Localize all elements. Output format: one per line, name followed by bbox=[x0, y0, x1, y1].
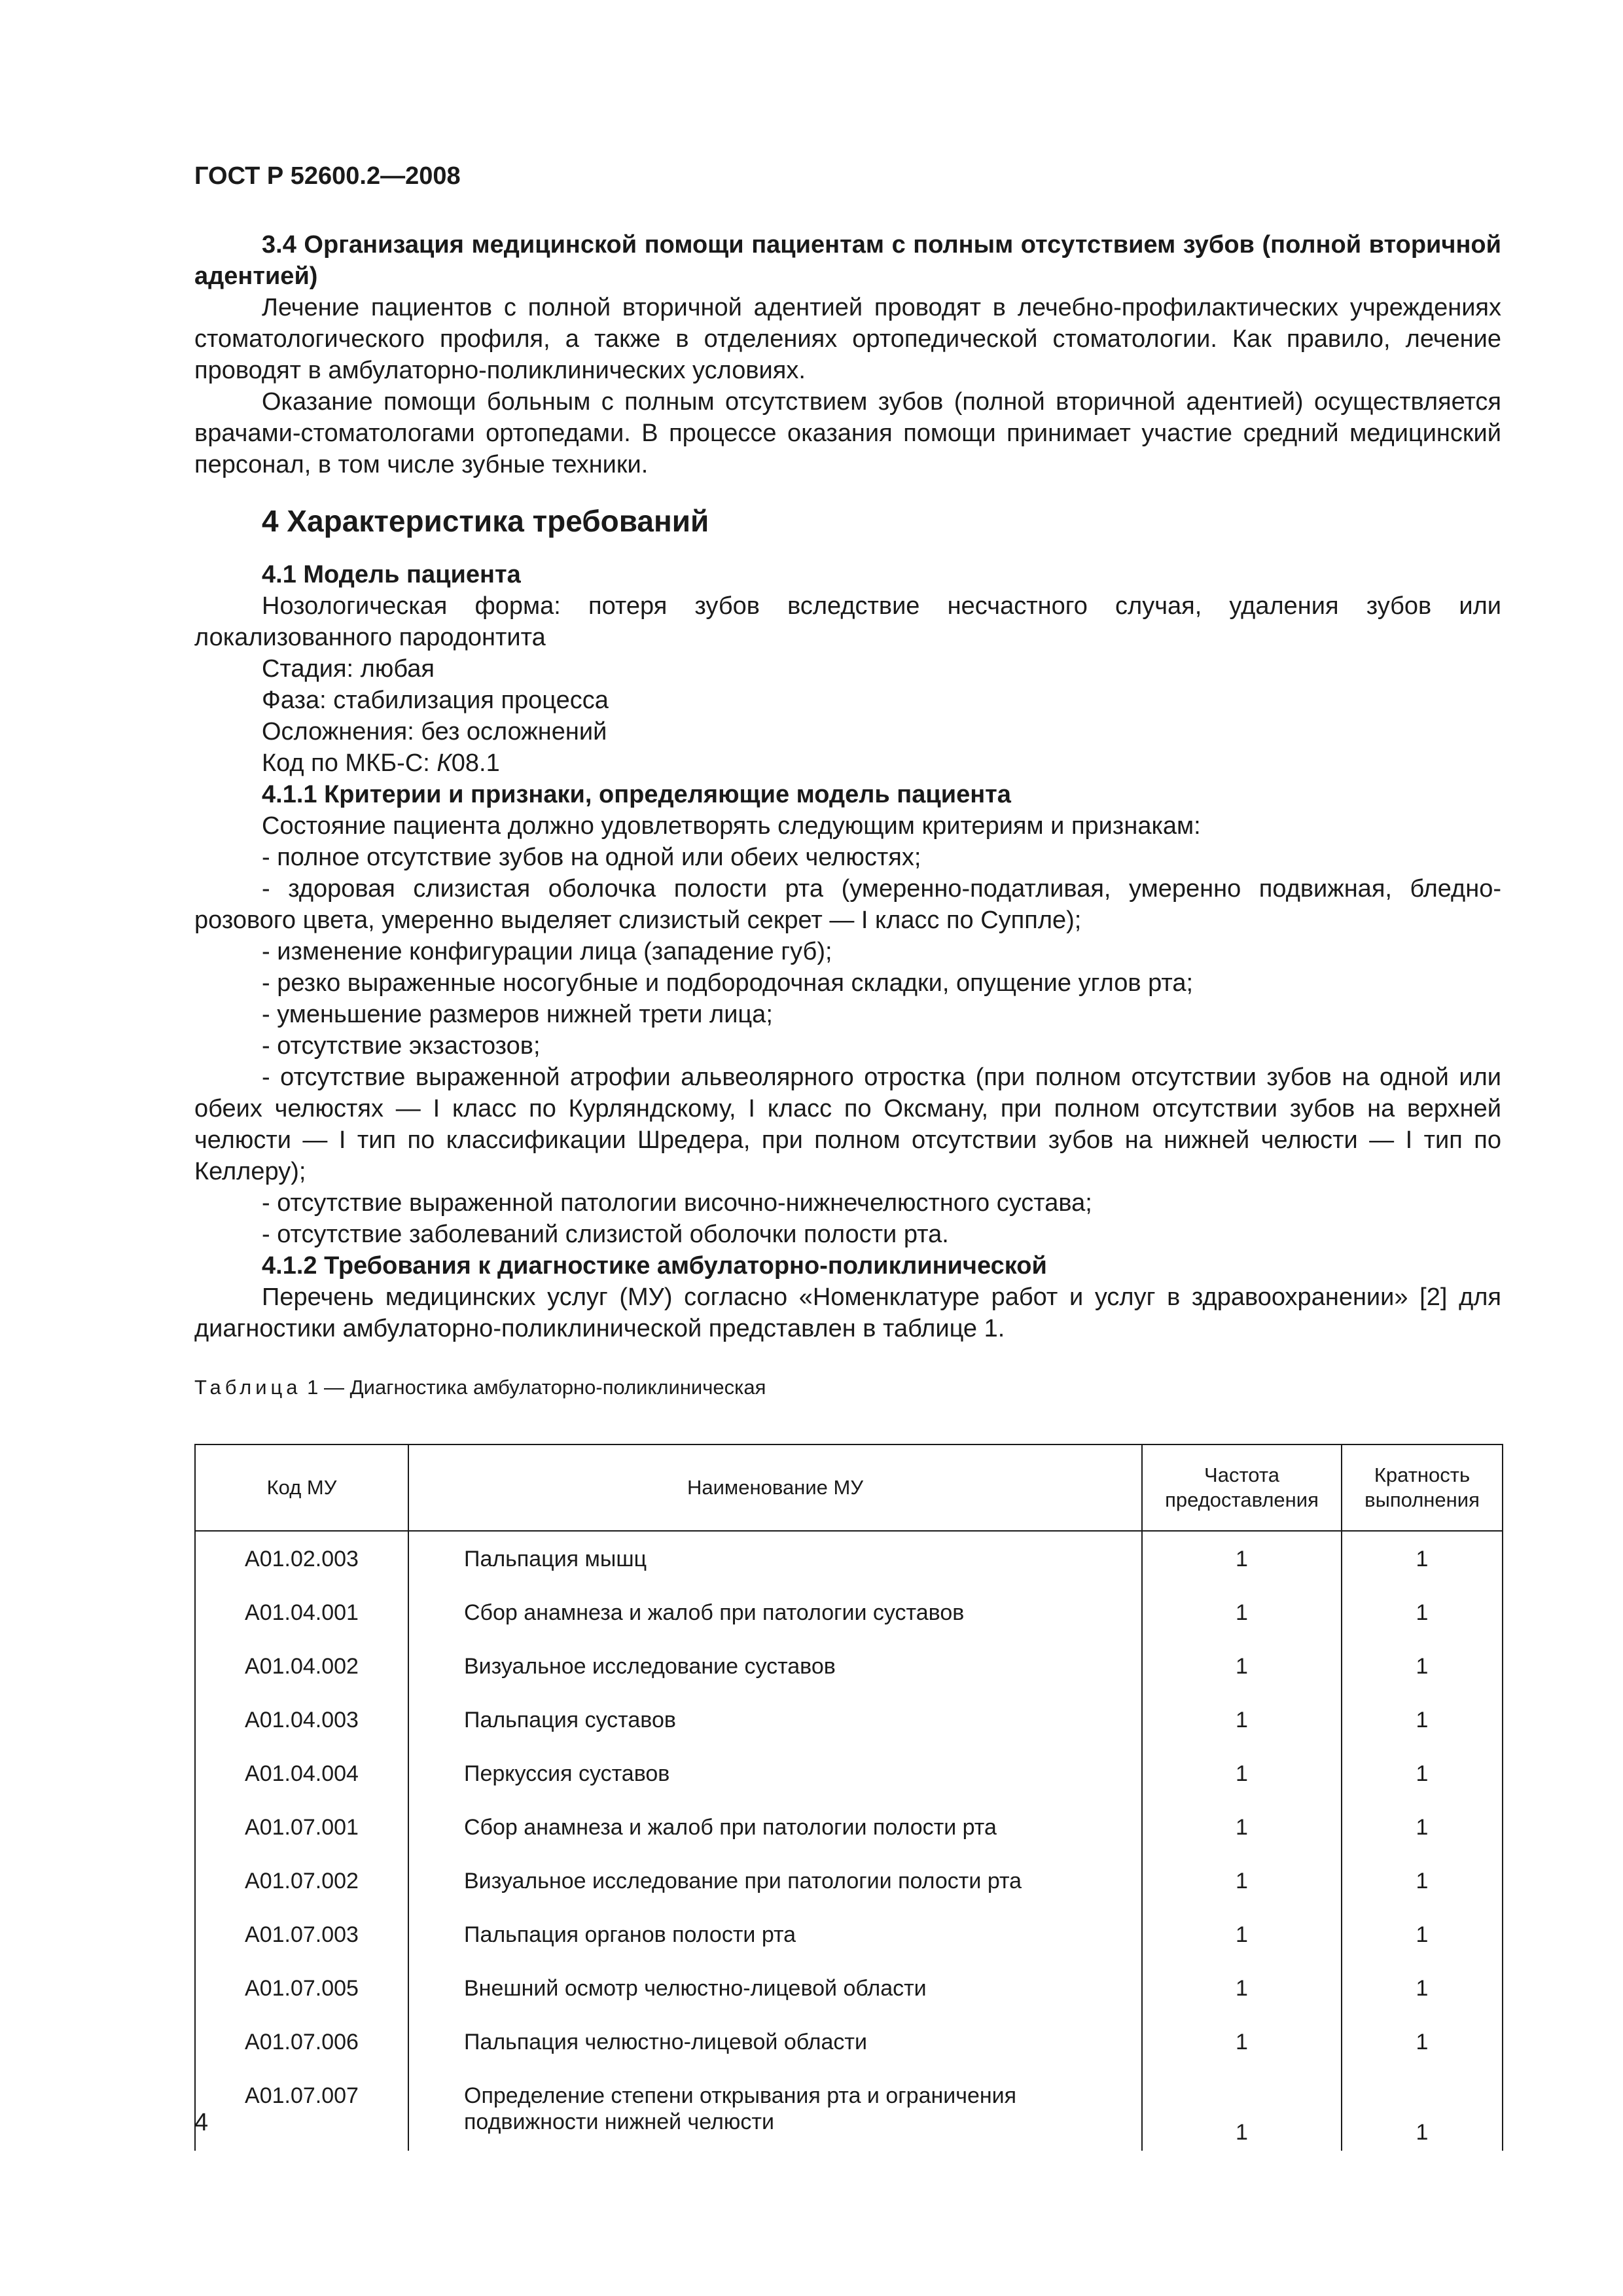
cell-name: Определение степени открывания рта и ограничения подвижности нижней челюсти bbox=[408, 2073, 1142, 2151]
cell-multiplicity: 1 bbox=[1342, 1644, 1503, 1698]
cell-code: А01.07.003 bbox=[195, 1912, 408, 1966]
criteria-item: - отсутствие выраженной патологии височно-нижнечелюстного сустава; bbox=[262, 1189, 1092, 1217]
cell-code: А01.07.001 bbox=[195, 1805, 408, 1859]
table-row bbox=[195, 1751, 1503, 1805]
cell-name: Визуальное исследование суставов bbox=[408, 1644, 1142, 1698]
header-frequency: Частота предоставления bbox=[1142, 1444, 1342, 1531]
cell-multiplicity: 1 bbox=[1342, 1531, 1503, 1590]
cell-name: Сбор анамнеза и жалоб при патологии суставов bbox=[408, 1590, 1142, 1644]
cell-code: А01.04.002 bbox=[195, 1644, 408, 1698]
section-4-1-2-title: 4.1.2 Требования к диагностике амбулаторно-поликлинической bbox=[262, 1252, 1047, 1280]
cell-name: Пальпация челюстно-лицевой области bbox=[408, 2020, 1142, 2073]
mkb-letter: К bbox=[437, 749, 452, 777]
table-caption-word: Таблица bbox=[194, 1376, 302, 1399]
mkb-label: Код по МКБ-С: bbox=[262, 749, 437, 777]
table-row bbox=[195, 1590, 1503, 1644]
cell-code: А01.04.004 bbox=[195, 1751, 408, 1805]
cell-multiplicity: 1 bbox=[1342, 1805, 1503, 1859]
cell-frequency: 1 bbox=[1142, 1644, 1342, 1698]
criteria-item: - изменение конфигурации лица (западение губ); bbox=[262, 938, 832, 965]
cell-code: А01.02.003 bbox=[195, 1531, 408, 1590]
section-4-1-2-text: Перечень медицинских услуг (МУ) согласно «Номенклатуре работ и услуг в здравоохранении» [2] для диагностики амбулаторно-поликлинической представлен в таблице 1. bbox=[194, 1283, 1501, 1342]
table-row bbox=[195, 2073, 1503, 2151]
cell-frequency: 1 bbox=[1142, 1912, 1342, 1966]
table-caption-rest: 1 — Диагностика амбулаторно-поликлиническая bbox=[301, 1376, 766, 1399]
criteria-item: - резко выраженные носогубные и подбородочная складки, опущение углов рта; bbox=[262, 969, 1194, 997]
cell-code: А01.07.005 bbox=[195, 1966, 408, 2020]
section-3-4-paragraph-1: Лечение пациентов с полной вторичной адентией проводят в лечебно-профилактических учреждениях стоматологического профиля, а также в отделениях ортопедической стоматологии. Как правило, лечение проводят в амбулаторно-поликлинических условиях. bbox=[194, 294, 1501, 384]
header-code: Код МУ bbox=[195, 1444, 408, 1531]
cell-multiplicity: 1 bbox=[1342, 1859, 1503, 1912]
cell-frequency: 1 bbox=[1142, 1531, 1342, 1590]
cell-code: А01.07.002 bbox=[195, 1859, 408, 1912]
phase-text: Фаза: стабилизация процесса bbox=[262, 687, 609, 714]
criteria-item: - отсутствие экзастозов; bbox=[262, 1032, 541, 1060]
cell-frequency: 1 bbox=[1142, 1698, 1342, 1751]
criteria-item: - отсутствие заболеваний слизистой оболочки полости рта. bbox=[262, 1221, 949, 1248]
criteria-item: - отсутствие выраженной атрофии альвеолярного отростка (при полном отсутствии зубов на одной или обеих челюстях — I класс по Курляндскому, I класс по Оксману, при полном отсутствии зубов на верхней челюсти — I тип по классификации Шредера, при полном отсутствии зубов на нижней челюсти — I тип по Келлеру); bbox=[194, 1064, 1501, 1185]
criteria-item: - здоровая слизистая оболочка полости рта (умеренно-податливая, умеренно подвижная, бледно-розового цвета, умеренно выделяет слизистый секрет — I класс по Суппле); bbox=[194, 875, 1501, 934]
cell-code: А01.04.001 bbox=[195, 1590, 408, 1644]
diagnostics-table bbox=[194, 1444, 1503, 2151]
section-3-4-paragraph-2: Оказание помощи больным с полным отсутствием зубов (полной вторичной адентией) осуществляется врачами-стоматологами ортопедами. В процессе оказания помощи принимает участие средний медицинский персонал, в том числе зубные техники. bbox=[194, 388, 1501, 478]
table-row bbox=[195, 2020, 1503, 2073]
page-number: 4 bbox=[194, 2109, 209, 2136]
cell-multiplicity: 1 bbox=[1342, 1966, 1503, 2020]
criteria-item: - полное отсутствие зубов на одной или обеих челюстях; bbox=[262, 844, 921, 871]
criteria-item: - уменьшение размеров нижней трети лица; bbox=[262, 1001, 773, 1028]
header-name: Наименование МУ bbox=[408, 1444, 1142, 1531]
cell-code: А01.04.003 bbox=[195, 1698, 408, 1751]
table-row bbox=[195, 1644, 1503, 1698]
table-row bbox=[195, 1805, 1503, 1859]
criteria-intro: Состояние пациента должно удовлетворять следующим критериям и признакам: bbox=[262, 812, 1201, 840]
table-caption bbox=[194, 1374, 1501, 1401]
cell-name: Визуальное исследование при патологии полости рта bbox=[408, 1859, 1142, 1912]
stage-text: Стадия: любая bbox=[262, 655, 435, 683]
cell-name: Перкуссия суставов bbox=[408, 1751, 1142, 1805]
cell-frequency: 1 bbox=[1142, 1966, 1342, 2020]
table-row bbox=[195, 1698, 1503, 1751]
cell-name: Пальпация органов полости рта bbox=[408, 1912, 1142, 1966]
section-4-1-title: 4.1 Модель пациента bbox=[262, 561, 521, 588]
section-4-title: 4 Характеристика требований bbox=[262, 504, 709, 538]
document-body bbox=[194, 229, 1501, 1401]
cell-multiplicity: 1 bbox=[1342, 1912, 1503, 1966]
cell-frequency: 1 bbox=[1142, 2020, 1342, 2073]
cell-multiplicity: 1 bbox=[1342, 2020, 1503, 2073]
mkb-code: 08.1 bbox=[451, 749, 500, 777]
cell-frequency: 1 bbox=[1142, 2073, 1342, 2151]
table-row bbox=[195, 1859, 1503, 1912]
cell-frequency: 1 bbox=[1142, 1590, 1342, 1644]
cell-multiplicity: 1 bbox=[1342, 2073, 1503, 2151]
cell-name: Сбор анамнеза и жалоб при патологии полости рта bbox=[408, 1805, 1142, 1859]
table-row bbox=[195, 1531, 1503, 1590]
cell-frequency: 1 bbox=[1142, 1859, 1342, 1912]
header-multiplicity: Кратность выполнения bbox=[1342, 1444, 1503, 1531]
cell-frequency: 1 bbox=[1142, 1805, 1342, 1859]
section-4-1-1-title: 4.1.1 Критерии и признаки, определяющие модель пациента bbox=[262, 781, 1011, 808]
cell-code: А01.07.006 bbox=[195, 2020, 408, 2073]
nosology-text: Нозологическая форма: потеря зубов вследствие несчастного случая, удаления зубов или локализованного пародонтита bbox=[194, 592, 1501, 651]
cell-frequency: 1 bbox=[1142, 1751, 1342, 1805]
cell-name: Пальпация мышц bbox=[408, 1531, 1142, 1590]
cell-multiplicity: 1 bbox=[1342, 1698, 1503, 1751]
section-3-4-title: 3.4 Организация медицинской помощи пациентам с полным отсутствием зубов (полной вторичной адентией) bbox=[194, 231, 1501, 290]
mkb-code-line bbox=[194, 747, 1501, 779]
cell-multiplicity: 1 bbox=[1342, 1590, 1503, 1644]
cell-code: А01.07.007 bbox=[195, 2073, 408, 2151]
table-row bbox=[195, 1912, 1503, 1966]
cell-multiplicity: 1 bbox=[1342, 1751, 1503, 1805]
cell-name: Пальпация суставов bbox=[408, 1698, 1142, 1751]
complications-text: Осложнения: без осложнений bbox=[262, 718, 607, 745]
table-header-row bbox=[195, 1444, 1503, 1531]
cell-name: Внешний осмотр челюстно-лицевой области bbox=[408, 1966, 1142, 2020]
table-row bbox=[195, 1966, 1503, 2020]
gost-header: ГОСТ Р 52600.2—2008 bbox=[194, 162, 461, 190]
